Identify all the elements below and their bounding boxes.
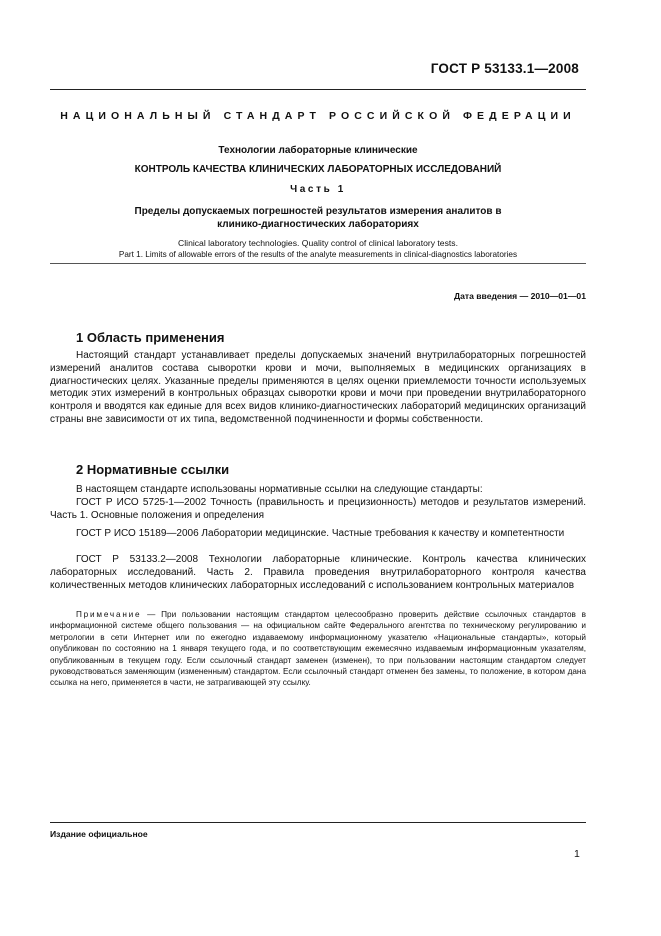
header-rule bbox=[50, 89, 586, 90]
subtitle-line-1: Пределы допускаемых погрешностей результатов измерения аналитов в bbox=[134, 206, 502, 217]
footer-rule bbox=[50, 822, 586, 823]
reference-3-text: ГОСТ Р 53133.2—2008 Технологии лабораторные клинические. Контроль качества клинических лабораторных исследований. Часть 2. Правила проведения внутрилабораторного контроля качества количественных методов клинических лабораторных исследований с использованием контрольных материалов bbox=[50, 554, 586, 591]
title-line-1: Технологии лабораторные клинические bbox=[218, 145, 418, 156]
section-1-body: Настоящий стандарт устанавливает пределы допускаемых значений внутрилабораторных погрешностей измерений аналитов состава сыворотки крови и мочи, выполняемых в медицинских организациях в диагностических целях. Указанные пределы применяются в целях оценки приемлемости точности используемых методик этих измерений в контрольных образцах сыворотки крови и мочи при проведении внутрилабораторного контроля и вводятся как единые для всех видов клинико-диагностических лабораторий медицинских организаций страны вне зависимости от их типа, ведомственной подчиненности и формы собственности. bbox=[50, 350, 586, 425]
part-label: Часть 1 bbox=[290, 184, 346, 195]
reference-2-text: ГОСТ Р ИСО 15189—2006 Лаборатории медицинские. Частные требования к качеству и компетентности bbox=[76, 528, 565, 539]
subtitle bbox=[50, 206, 586, 231]
title-line-2: КОНТРОЛЬ КАЧЕСТВА КЛИНИЧЕСКИХ ЛАБОРАТОРНЫХ ИССЛЕДОВАНИЙ bbox=[134, 164, 502, 175]
note-lead: Примечание bbox=[76, 610, 142, 619]
page-number: 1 bbox=[574, 848, 580, 860]
reference-1 bbox=[50, 497, 586, 523]
section-2-intro-text: В настоящем стандарте использованы нормативные ссылки на следующие стандарты: bbox=[76, 484, 483, 495]
english-title-line-2: Part 1. Limits of allowable errors of the results of the analyte measurements in clinical-diagnostics laboratories bbox=[118, 250, 518, 259]
section-1-text bbox=[50, 350, 586, 427]
reference-1-text: ГОСТ Р ИСО 5725-1—2002 Точность (правильность и прецизионность) методов и результатов измерений. Часть 1. Основные положения и определения bbox=[50, 497, 586, 521]
section-2-intro bbox=[50, 484, 586, 497]
english-title-line-1: Clinical laboratory technologies. Quality control of clinical laboratory tests. bbox=[178, 238, 458, 248]
subtitle-line-2: клинико-диагностических лабораториях bbox=[217, 218, 419, 230]
date-introduced: Дата введения — 2010—01—01 bbox=[453, 291, 586, 301]
note bbox=[50, 609, 586, 689]
edition-label: Издание официальное bbox=[50, 829, 148, 839]
title-rule bbox=[50, 263, 586, 264]
note-text: — При пользовании настоящим стандартом целесообразно проверить действие ссылочных стандартов в информационной системе общего пользования — на официальном сайте Федерального агентства по техническому регулированию и метрологии в сети Интернет или по ежегодно издаваемому информационному указателю «Национальные стандарты», который опубликован по состоянию на 1 января текущего года, и по соответствующим ежемесячно издаваемым информационным указателям, опубликованным в текущем году. Если ссылочный стандарт заменен (изменен), то при пользовании настоящим стандартом следует руководствоваться заменяющим (измененным) стандартом. Если ссылочный стандарт отменен без замены, то положение, в котором дана ссылка на него, применяется в части, не затрагивающей эту ссылку. bbox=[50, 610, 586, 688]
reference-2 bbox=[50, 528, 586, 541]
section-1-heading: 1 Область применения bbox=[76, 330, 225, 345]
section-2-heading: 2 Нормативные ссылки bbox=[76, 462, 230, 477]
reference-3 bbox=[50, 554, 586, 592]
national-standard-banner: НАЦИОНАЛЬНЫЙ СТАНДАРТ РОССИЙСКОЙ ФЕДЕРАЦИИ bbox=[60, 110, 576, 122]
document-number: ГОСТ Р 53133.1—2008 bbox=[430, 61, 579, 76]
